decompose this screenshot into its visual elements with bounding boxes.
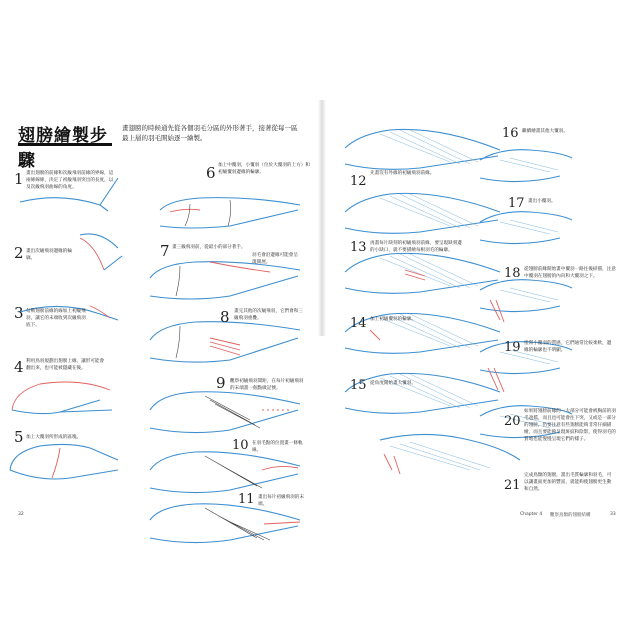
step-number: 7	[160, 242, 170, 260]
step-caption: 勾勒翅膀前緣的線加上初級飛羽，讓它的末端收到次級飛羽底下。	[26, 309, 86, 328]
step-number: 18	[504, 266, 521, 281]
step-number: 1	[14, 170, 24, 188]
step-number: 15	[350, 378, 367, 393]
step-caption: 先畫沒有外緣的初級飛羽前緣。	[370, 171, 435, 176]
step-caption: 如果將翅膀前緣的一大部分可能會被胸前的羽毛遮擋，而且也可能會往下突，又或是一部分的翅膀，仍要注意有些翅膀能夠非常仔細描繪，而且要能夠呈現斑紋和陰影，使得羽毛的質地也能慢慢呈現它們的樣子。	[524, 409, 616, 442]
step-number: 4	[14, 358, 24, 376]
wing-sketch-step-11	[150, 504, 300, 543]
step-number: 2	[14, 244, 24, 262]
step-number: 17	[508, 196, 525, 211]
page-title: 翅膀繪製步驟	[18, 121, 112, 146]
step-caption: 再畫每片缺刻的初級飛羽前緣，要呈現缺刻邊的小缺口，就不要描繪每根羽毛的輪廓。	[370, 241, 462, 253]
step-caption: 從翅膀前緣開始畫中覆羽一路往後掃描，注意中覆羽在翅膀的內向和大覆羽之下。	[524, 267, 616, 279]
step-caption: 塗寫小覆羽的質感，它們通常比較柔軟，邊緣的輪廓也不明顯。	[524, 341, 612, 353]
step-caption: 從角度開始畫大覆羽。	[370, 381, 416, 386]
chapter-label: Chapter 4	[520, 512, 543, 517]
step-number: 19	[504, 340, 521, 355]
wing-sketch-step-19	[480, 212, 572, 244]
step-caption: 加上初級覆羽的輪廓。	[370, 317, 416, 322]
step-caption: 畫出翅膀的前緣和次級飛羽前緣的界線，這兩條線條，決定了初級飛羽突出的長度，以及次級飛羽曲線的角度。	[26, 171, 114, 190]
step-number: 13	[350, 240, 367, 255]
right-page-number: 33	[610, 512, 616, 517]
wing-sketch-step-8	[150, 322, 300, 362]
wing-sketch-step-12	[345, 129, 500, 169]
step-caption: 畫三級飛羽前，從最小的部分著手。	[172, 245, 246, 250]
step-number: 20	[504, 414, 521, 429]
step-caption: 畫出每片初級飛羽的末端。	[258, 495, 304, 507]
step-number: 12	[350, 174, 367, 189]
wing-sketch-step-17	[380, 434, 520, 474]
step-caption: 觀察初級飛羽間距，在每片初級飛羽的末端畫一個點做記號。	[230, 379, 304, 391]
wing-sketch-step-14	[345, 253, 500, 293]
step-caption: 畫完其他的次級飛羽，它們會和三級飛羽重疊。	[234, 309, 303, 321]
intro-text: 畫翅膀的時候通先從各個羽毛分區的外形著手，接著從每一區最上層的羽毛開始逐一繪製。	[122, 124, 298, 142]
wing-sketch-step-4	[12, 382, 112, 414]
wing-sketch-step-5	[10, 444, 118, 479]
step-number: 9	[216, 374, 226, 392]
step-number: 5	[14, 428, 24, 446]
wing-sketch-step-18	[480, 150, 572, 182]
step-number: 21	[504, 478, 521, 493]
wing-sketch-step-2	[80, 234, 122, 270]
left-page-number: 32	[18, 512, 24, 517]
wing-sketch-step-13	[345, 193, 500, 233]
wing-sketch-step-6	[160, 198, 300, 228]
step-caption: 利用鳥羽規劃出翅膀上緣，讓形可能會翻出來，也可能被隱藏在後。	[26, 359, 105, 371]
footer-title: 觀察鳥類的翅膀結構	[550, 513, 591, 518]
wing-sketch-step-20	[480, 280, 572, 322]
wing-sketch-step-10	[150, 452, 300, 493]
step-number: 6	[206, 164, 216, 182]
step-caption: 羽毛會沿邊緣可能會呈現開展。	[252, 253, 298, 265]
step-number: 16	[502, 126, 519, 141]
step-number: 8	[220, 308, 230, 326]
wing-sketch-step-7	[150, 262, 300, 299]
step-caption: 加上大覆羽所形成的區塊。	[26, 435, 82, 440]
wing-sketch-step-9	[150, 392, 300, 433]
step-caption: 在羽毛點的位置畫一條軌線。	[252, 441, 303, 453]
step-caption: 繼續繪畫其他大覆羽。	[522, 129, 568, 134]
step-caption: 畫出次級飛羽邊緣的輪廓。	[26, 249, 72, 261]
step-number: 3	[14, 304, 24, 322]
step-number: 11	[238, 492, 255, 507]
step-caption: 加上中覆羽，小覆羽（位於大覆羽的上方）和初級覆羽邊緣的輪廓。	[218, 163, 310, 175]
step-number: 14	[350, 316, 367, 331]
step-caption: 畫出小覆羽。	[528, 199, 556, 204]
step-caption: 完成鳥類的翅膀，畫出毛質輪廓和羽毛，可以讓畫面更加的豐富，就能夠使翅膀更生動和自然。	[524, 473, 612, 492]
step-number: 10	[232, 438, 249, 453]
